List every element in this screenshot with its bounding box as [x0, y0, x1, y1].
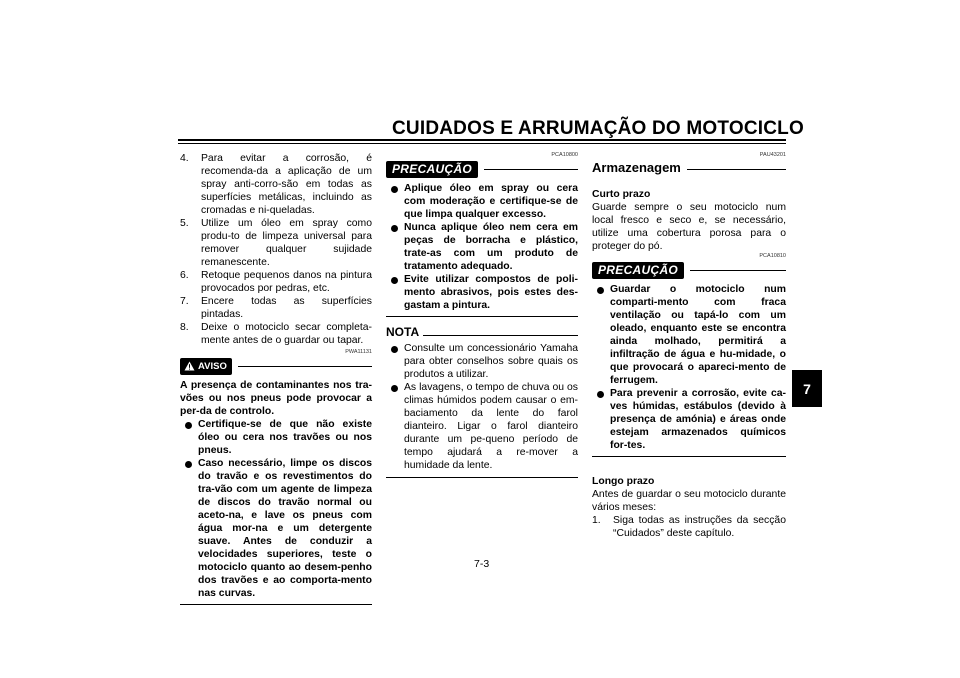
short-term-text: Guarde sempre o seu motociclo num local fresco e seco e, se necessário, utilize uma cobertura porosa para o proteger do pó.: [592, 202, 786, 252]
bullet-icon: [592, 387, 610, 452]
list-item: Caso necessário, limpe os discos do travão e os revestimentos do tra-vão com um agente de limpeza de discos do travão normal ou aceto-na, e lave os pneus com água mor-na e um detergente suave. Antes de conduzir a velocidades superiores, teste o motociclo quanto ao desem-penho dos travões e ao comporta-mento nas curvas.: [180, 457, 372, 600]
list-item: Aplique óleo em spray ou cera com moderação e certifique-se de que limpa qualquer excesso.: [386, 182, 578, 221]
bullet-icon: [386, 221, 404, 273]
column-3: [592, 152, 786, 540]
header-rule: [238, 366, 372, 367]
column-2: [386, 152, 578, 478]
list-item: 6. Retoque pequenos danos na pintura provocados por pedras, etc.: [180, 270, 372, 294]
list-item: 4. Para evitar a corrosão, é recomenda-da a aplicação de um spray anti-corro-são em todas as superfícies metálicas, incluindo as cromadas e ni-queladas.: [180, 153, 372, 216]
note-label: NOTA: [386, 325, 420, 339]
warning-end-rule: [180, 604, 372, 605]
title-rule: [178, 139, 786, 141]
warning-intro: A presença de contaminantes nos tra-vões ou nos pneus pode provocar a per-da de controlo.: [180, 380, 372, 417]
caution-header: [592, 260, 786, 280]
caution-end-rule: [386, 316, 578, 317]
bullet-icon: [386, 381, 404, 472]
bullet-icon: [386, 342, 404, 381]
warning-code: PWA11131: [345, 349, 372, 355]
list-item: As lavagens, o tempo de chuva ou os climas húmidos podem causar o em-baciamento da lente do farol dianteiro. Ligar o farol dianteiro durante um pe-queno período de tempo ajudará a re-mover a humidade da lente.: [386, 381, 578, 472]
page-title: CUIDADOS E ARRUMAÇÃO DO MOTOCICLO: [392, 118, 804, 139]
list-item: 1. Siga todas as instruções da secção “Cuidados” deste capítulo.: [592, 515, 786, 539]
header-rule: [687, 169, 786, 170]
column-1: [180, 152, 372, 605]
bullet-icon: [386, 273, 404, 312]
short-term-heading: Curto prazo: [592, 189, 651, 200]
section-title: Armazenagem: [592, 160, 681, 175]
caution-code: PCA10810: [759, 253, 786, 259]
long-term-heading: Longo prazo: [592, 476, 655, 487]
caution-badge: PRECAUÇÃO: [386, 161, 478, 178]
warning-badge: AVISO: [180, 358, 232, 375]
list-item: Para prevenir a corrosão, evite ca-ves húmidas, estábulos (devido à presença de amónia) e áreas onde estejam armazenados químicos for-tes.: [592, 387, 786, 452]
page-number: 7-3: [474, 558, 490, 570]
note-end-rule: [386, 477, 578, 478]
bullet-icon: [592, 283, 610, 387]
title-rule-thin: [178, 143, 786, 144]
list-item: 8. Deixe o motociclo secar completa-mente antes de o guardar ou tapar.: [180, 322, 372, 346]
warning-header: [180, 356, 372, 376]
list-item: Consulte um concessionário Yamaha para obter conselhos sobre quais os produtos a utilizar.: [386, 342, 578, 381]
caution-code: PCA10800: [551, 152, 578, 158]
list-item: 7. Encere todas as superfícies pintadas.: [180, 296, 372, 320]
bullet-icon: [180, 418, 198, 457]
list-item: 5. Utilize um óleo em spray como produ-to de limpeza universal para remover qualquer sujidade remanescente.: [180, 218, 372, 268]
note-header: [386, 323, 578, 339]
header-rule: [423, 335, 578, 336]
list-item: Evite utilizar compostos de poli-mento abrasivos, pois estes des-gastam a pintura.: [386, 273, 578, 312]
caution-badge: PRECAUÇÃO: [592, 262, 684, 279]
warning-triangle-icon: [184, 361, 195, 371]
long-term-text: Antes de guardar o seu motociclo durante vários meses:: [592, 489, 786, 513]
caution-header: [386, 159, 578, 179]
list-item: Certifique-se de que não existe óleo ou cera nos travões ou nos pneus.: [180, 418, 372, 457]
header-rule: [484, 169, 578, 170]
bullet-icon: [180, 457, 198, 600]
bullet-icon: [386, 182, 404, 221]
chapter-tab: 7: [792, 370, 822, 407]
section-code: PAU43201: [759, 152, 786, 158]
list-item: Nunca aplique óleo nem cera em peças de borracha e plástico, trate-as com um produto de tratamento adequado.: [386, 221, 578, 273]
header-rule: [690, 270, 786, 271]
list-item: Guardar o motociclo num comparti-mento com fraca ventilação ou tapá-lo com um oleado, enquanto este se encontra ainda molhado, permitirá a infiltração de água e hu-midade, o que provocará o apareci-mento de ferrugem.: [592, 283, 786, 387]
section-header: [592, 159, 786, 174]
